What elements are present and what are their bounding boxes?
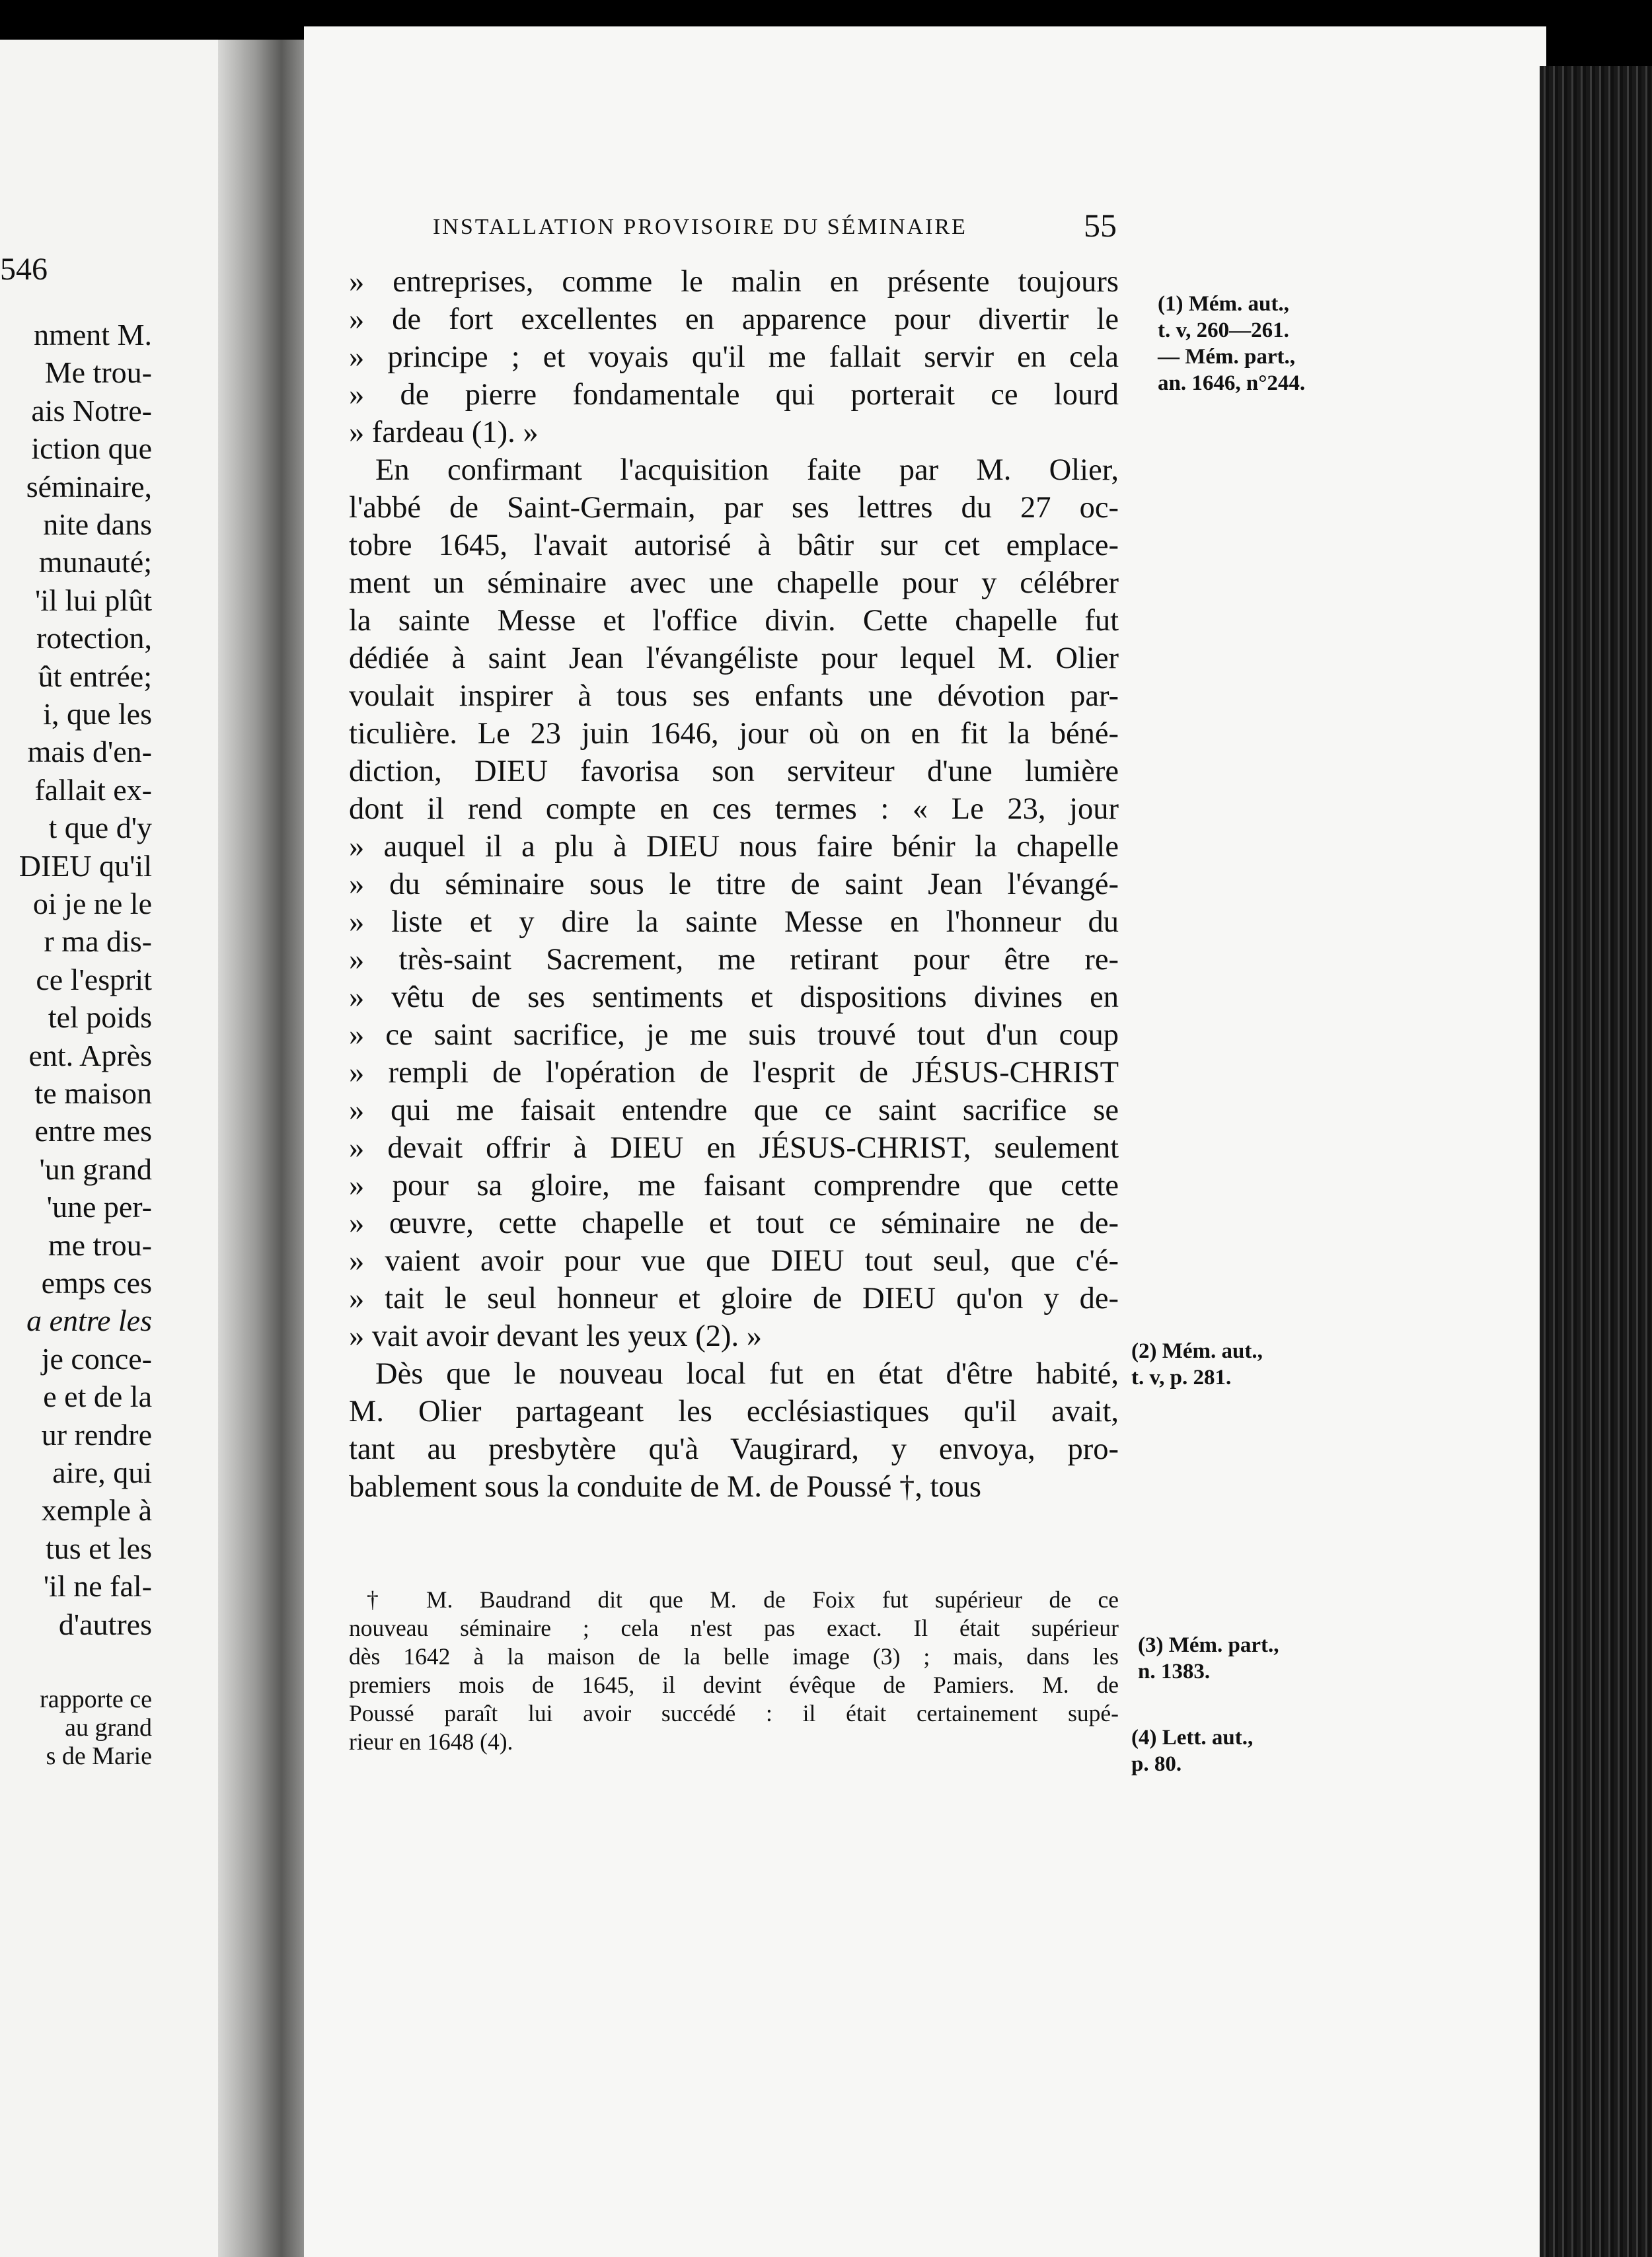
running-head: INSTALLATION PROVISOIRE DU SÉMINAIRE	[433, 215, 967, 239]
footnote-line: † M. Baudrand dit que M. de Foix fut supérieur de ce	[367, 1586, 1119, 1613]
left-page-footnote-line: s de Marie	[46, 1742, 152, 1770]
body-line: » fardeau (1). »	[349, 416, 539, 449]
body-line: » de pierre fondamentale qui porterait ce lourd	[349, 378, 1119, 412]
body-line: voulait inspirer à tous ses enfants une dévotion par-	[349, 679, 1119, 713]
body-line: » entreprises, comme le malin en présente toujours	[349, 265, 1119, 299]
left-page	[0, 40, 238, 2257]
left-page-line: je conce-	[41, 1341, 152, 1376]
body-line: dont il rend compte en ces termes : « Le 23, jour	[349, 792, 1119, 826]
left-page-line: te maison	[34, 1076, 152, 1110]
left-page-line: 'il lui plût	[35, 583, 152, 617]
left-page-line: fallait ex-	[34, 772, 152, 807]
left-page-line: 'une per-	[46, 1190, 152, 1224]
left-page-line: a entre les	[26, 1304, 152, 1338]
margin-note-1	[1158, 291, 1305, 396]
margin-note-2	[1131, 1338, 1263, 1391]
footnote-line: nouveau séminaire ; cela n'est pas exact. Il était supérieur	[349, 1615, 1119, 1641]
left-page-line: t que d'y	[48, 811, 152, 845]
margin-note-4	[1131, 1724, 1253, 1777]
margin-note-line: — Mém. part.,	[1158, 345, 1296, 369]
left-page-line: ce l'esprit	[36, 962, 152, 996]
left-page-line: e et de la	[43, 1380, 152, 1414]
body-line: » principe ; et voyais qu'il me fallait servir en cela	[349, 340, 1119, 374]
left-page-footnote-line: au grand	[65, 1714, 152, 1742]
margin-note-line: (4) Lett. aut.,	[1131, 1726, 1254, 1750]
body-line: » ce saint sacrifice, je me suis trouvé tout d'un coup	[349, 1018, 1119, 1052]
left-page-line: Me trou-	[44, 355, 152, 390]
left-page-line: aire, qui	[52, 1456, 152, 1489]
body-line: » de fort excellentes en apparence pour divertir le	[349, 303, 1119, 336]
footnote-line: rieur en 1648 (4).	[349, 1728, 513, 1755]
margin-note-line: (1) Mém. aut.,	[1158, 292, 1289, 316]
margin-note-line: n. 1383.	[1138, 1660, 1211, 1684]
left-page-line: munauté;	[38, 545, 152, 579]
left-page-line: xemple à	[41, 1493, 152, 1528]
body-line: la sainte Messe et l'office divin. Cette chapelle fut	[349, 604, 1119, 638]
body-line: » vaient avoir pour vue que DIEU tout seul, que c'é-	[349, 1244, 1119, 1278]
left-page-line: 'il ne fal-	[43, 1569, 152, 1604]
body-line: l'abbé de Saint-Germain, par ses lettres du 27 oc-	[349, 491, 1119, 525]
left-page-line: iction que	[31, 431, 152, 466]
body-line: » très-saint Sacrement, me retirant pour être re-	[349, 943, 1119, 977]
footnote-line: premiers mois de 1645, il devint évêque de Pamiers. M. de	[349, 1672, 1119, 1698]
body-line: » auquel il a plu à DIEU nous faire bénir la chapelle	[349, 830, 1119, 864]
left-page-number: 546	[0, 252, 48, 287]
left-page-line: ur rendre	[41, 1417, 152, 1452]
margin-note-line: (3) Mém. part.,	[1138, 1633, 1279, 1657]
body-line: » rempli de l'opération de l'esprit de JÉSUS-CHRIST	[349, 1056, 1119, 1090]
left-page-line: ent. Après	[28, 1038, 152, 1072]
left-page-line: nment M.	[34, 318, 152, 352]
body-line: » tait le seul honneur et gloire de DIEU qu'on y de-	[349, 1282, 1119, 1315]
body-line: » du séminaire sous le titre de saint Jean l'évangé-	[349, 868, 1119, 901]
left-page-line: ût entrée;	[38, 659, 152, 693]
body-line: » vêtu de ses sentiments et dispositions divines en	[349, 980, 1119, 1014]
left-page-footnote-line: rapporte ce	[40, 1685, 152, 1713]
body-line: » œuvre, cette chapelle et tout ce séminaire ne de-	[349, 1206, 1119, 1240]
footnote-line: dès 1642 à la maison de la belle image (3) ; mais, dans les	[349, 1643, 1119, 1670]
body-line: Dès que le nouveau local fut en état d'être habité,	[375, 1357, 1119, 1391]
body-line: » liste et y dire la sainte Messe en l'honneur du	[349, 905, 1119, 939]
left-page-line: 'un grand	[39, 1152, 152, 1186]
left-page-line: r ma dis-	[44, 924, 152, 959]
left-page-line: tel poids	[48, 1000, 152, 1035]
left-page-line: tus et les	[46, 1531, 152, 1565]
page-number: 55	[1084, 207, 1117, 244]
body-line: » vait avoir devant les yeux (2). »	[349, 1319, 762, 1353]
margin-note-line: an. 1646, n°244.	[1158, 371, 1306, 395]
body-line: ment un séminaire avec une chapelle pour y célébrer	[349, 566, 1119, 600]
body-line: En confirmant l'acquisition faite par M. Olier,	[375, 453, 1119, 487]
footnote-line: Poussé paraît lui avoir succédé : il était certainement supé-	[349, 1700, 1119, 1726]
body-line: tobre 1645, l'avait autorisé à bâtir sur cet emplace-	[349, 529, 1119, 562]
page-edges	[1540, 66, 1652, 2257]
margin-note-3	[1138, 1632, 1279, 1685]
left-page-line: mais d'en-	[27, 735, 152, 769]
left-page-line: me trou-	[48, 1228, 152, 1262]
body-line: M. Olier partageant les ecclésiastiques qu'il avait,	[349, 1395, 1119, 1428]
margin-note-line: p. 80.	[1131, 1752, 1182, 1776]
body-line: » qui me faisait entendre que ce saint sacrifice se	[349, 1093, 1119, 1127]
margin-note-line: t. v, p. 281.	[1131, 1366, 1232, 1389]
left-page-line: DIEU qu'il	[19, 848, 152, 883]
margin-note-line: (2) Mém. aut.,	[1131, 1339, 1263, 1363]
body-line: dédiée à saint Jean l'évangéliste pour lequel M. Olier	[349, 642, 1119, 675]
left-page-line: rotection,	[36, 621, 152, 655]
margin-note-line: t. v, 260—261.	[1158, 318, 1289, 342]
left-page-line: séminaire,	[26, 469, 152, 503]
body-line: tant au presbytère qu'à Vaugirard, y envoya, pro-	[349, 1432, 1119, 1466]
body-line: ticulière. Le 23 juin 1646, jour où on en fit la béné-	[349, 717, 1119, 751]
body-line: » devait offrir à DIEU en JÉSUS-CHRIST, seulement	[349, 1131, 1119, 1165]
body-line: diction, DIEU favorisa son serviteur d'une lumière	[349, 755, 1119, 788]
left-page-line: d'autres	[58, 1607, 152, 1641]
left-page-line: ais Notre-	[31, 393, 152, 427]
body-line: bablement sous la conduite de M. de Poussé †, tous	[349, 1470, 981, 1504]
left-page-line: i, que les	[43, 697, 152, 731]
body-line: » pour sa gloire, me faisant comprendre que cette	[349, 1169, 1119, 1202]
left-page-line: oi je ne le	[32, 887, 152, 920]
left-page-line: nite dans	[43, 507, 152, 541]
left-page-line: entre mes	[34, 1114, 152, 1148]
left-page-line: emps ces	[41, 1266, 152, 1300]
